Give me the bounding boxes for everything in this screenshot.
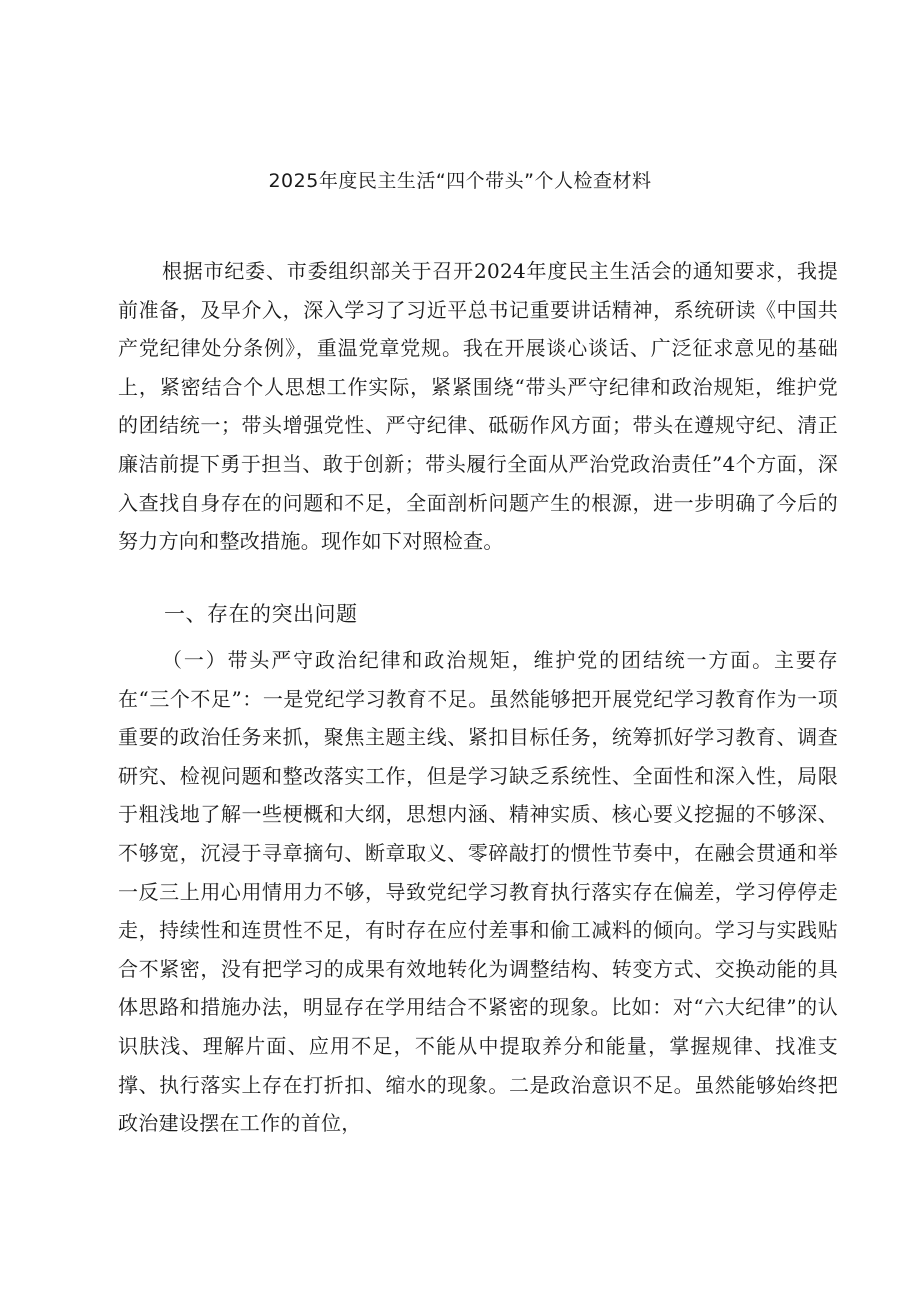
section-heading-problems: 一、存在的突出问题 [164, 602, 358, 626]
intro-paragraph: 根据市纪委、市委组织部关于召开2024年度民主生活会的通知要求，我提前准备，及早介入，深入学习了习近平总书记重要讲话精神，系统研读《中国共产党纪律处分条例》，重温党章党规。我在开展谈心谈话、广泛征求意见的基础上，紧密结合个人思想工作实际，紧紧围绕“带头严守纪律和政治规矩，维护党的团结统一；带头增强党性、严守纪律、砥砺作风方面；带头在遵规守纪、清正廉洁前提下勇于担当、敢于创新；带头履行全面从严治党政治责任”4个方面，深入查找自身存在的问题和不足，全面剖析问题产生的根源，进一步明确了今后的努力方向和整改措施。现作如下对照检查。 [118, 259, 838, 554]
document-title: 2025年度民主生活“四个带头”个人检查材料 [268, 170, 652, 192]
section-1-paragraph: （一）带头严守政治纪律和政治规矩，维护党的团结统一方面。主要存在“三个不足”：一是党纪学习教育不足。虽然能够把开展党纪学习教育作为一项重要的政治任务来抓，聚焦主题主线、紧扣目标任务，统筹抓好学习教育、调查研究、检视问题和整改落实工作，但是学习缺乏系统性、全面性和深入性，局限于粗浅地了解一些梗概和大纲，思想内涵、精神实质、核心要义挖掘的不够深、不够宽，沉浸于寻章摘句、断章取义、零碎敲打的惯性节奏中，在融会贯通和举一反三上用心用情用力不够，导致党纪学习教育执行落实存在偏差，学习停停走走，持续性和连贯性不足，有时存在应付差事和偷工减料的倾向。学习与实践贴合不紧密，没有把学习的成果有效地转化为调整结构、转变方式、交换动能的具体思路和措施办法，明显存在学用结合不紧密的现象。比如：对“六大纪律”的认识肤浅、理解片面、应用不足，不能从中提取养分和能量，掌握规律、找准支撑、执行落实上存在打折扣、缩水的现象。二是政治意识不足。虽然能够始终把政治建设摆在工作的首位， [118, 648, 838, 1136]
